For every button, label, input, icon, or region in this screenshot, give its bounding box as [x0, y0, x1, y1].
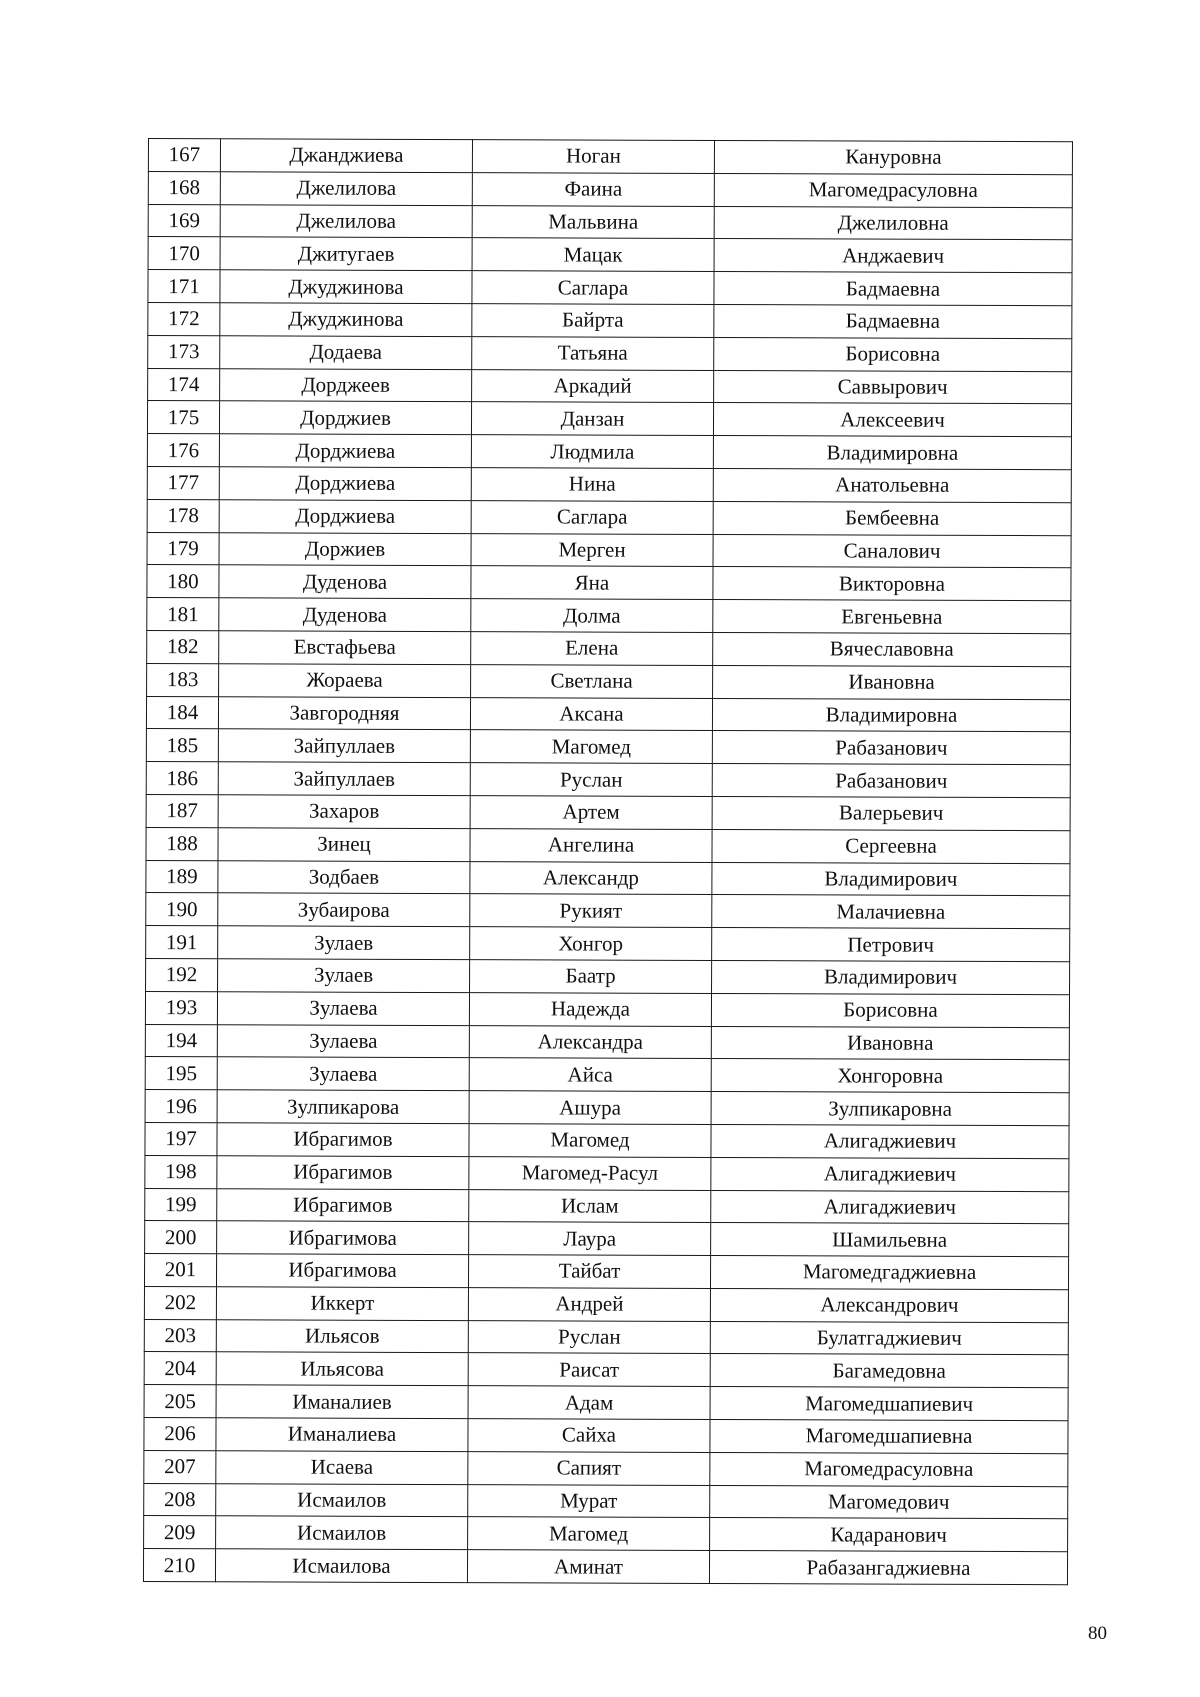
patronymic-cell: Рабазангаджиевна: [709, 1551, 1067, 1585]
last-name-cell: Ибрагимов: [217, 1188, 469, 1222]
table-row: [148, 171, 1072, 207]
first-name-cell: Магомед: [470, 730, 712, 764]
last-name-cell: Исмаилов: [216, 1483, 468, 1517]
patronymic-cell: Валерьевич: [712, 796, 1070, 830]
table-row: [144, 1450, 1068, 1486]
row-number-cell: 168: [148, 171, 220, 204]
row-number-cell: 176: [147, 434, 219, 467]
patronymic-cell: Саналович: [713, 534, 1071, 568]
table-row: [146, 696, 1070, 732]
table-row: [148, 270, 1072, 306]
patronymic-cell: Кануровна: [714, 140, 1072, 174]
patronymic-cell: Бадмаевна: [714, 272, 1072, 306]
table-row: [146, 762, 1070, 798]
table-row: [146, 794, 1070, 830]
first-name-cell: Саглара: [472, 271, 714, 305]
row-number-cell: 167: [148, 139, 220, 172]
row-number-cell: 202: [144, 1286, 216, 1319]
row-number-cell: 209: [144, 1516, 216, 1549]
last-name-cell: Ибрагимова: [216, 1254, 468, 1288]
last-name-cell: Завгородняя: [218, 696, 470, 730]
patronymic-cell: Анатольевна: [713, 468, 1071, 502]
names-table-body: [143, 139, 1072, 1585]
last-name-cell: Ильясова: [216, 1352, 468, 1386]
first-name-cell: Светлана: [471, 664, 713, 698]
patronymic-cell: Анджаевич: [714, 239, 1072, 273]
last-name-cell: Джелилова: [220, 204, 472, 238]
first-name-cell: Раисат: [468, 1353, 710, 1387]
last-name-cell: Ильясов: [216, 1319, 468, 1353]
first-name-cell: Артем: [470, 796, 712, 830]
row-number-cell: 196: [145, 1090, 217, 1123]
first-name-cell: Тайбат: [468, 1255, 710, 1289]
patronymic-cell: Владимировна: [712, 698, 1070, 732]
first-name-cell: Адам: [468, 1386, 710, 1420]
row-number-cell: 180: [147, 565, 219, 598]
first-name-cell: Фаина: [472, 172, 714, 206]
first-name-cell: Татьяна: [472, 336, 714, 370]
row-number-cell: 189: [146, 860, 218, 893]
patronymic-cell: Алигаджиевич: [711, 1157, 1069, 1191]
row-number-cell: 178: [147, 499, 219, 532]
row-number-cell: 194: [145, 1024, 217, 1057]
patronymic-cell: Викторовна: [713, 567, 1071, 601]
first-name-cell: Яна: [471, 566, 713, 600]
patronymic-cell: Магомедрасуловна: [710, 1452, 1068, 1486]
patronymic-cell: Саввырович: [714, 370, 1072, 404]
row-number-cell: 187: [146, 794, 218, 827]
patronymic-cell: Владимировна: [713, 436, 1071, 470]
table-row: [145, 1024, 1069, 1060]
table-row: [144, 1418, 1068, 1454]
last-name-cell: Зулаев: [218, 959, 470, 993]
table-row: [144, 1319, 1068, 1355]
last-name-cell: Иккерт: [216, 1287, 468, 1321]
row-number-cell: 170: [148, 237, 220, 270]
table-row: [145, 1221, 1069, 1257]
table-row: [148, 335, 1072, 371]
first-name-cell: Мацак: [472, 238, 714, 272]
table-row: [145, 1090, 1069, 1126]
row-number-cell: 204: [144, 1352, 216, 1385]
row-number-cell: 210: [143, 1549, 215, 1582]
first-name-cell: Надежда: [469, 992, 711, 1026]
first-name-cell: Александр: [470, 861, 712, 895]
patronymic-cell: Бадмаевна: [714, 304, 1072, 338]
first-name-cell: Ангелина: [470, 828, 712, 862]
row-number-cell: 207: [144, 1450, 216, 1483]
last-name-cell: Джелилова: [220, 172, 472, 206]
row-number-cell: 186: [146, 762, 218, 795]
patronymic-cell: Александрович: [710, 1288, 1068, 1322]
last-name-cell: Исаева: [216, 1451, 468, 1485]
last-name-cell: Дорджиева: [219, 434, 471, 468]
last-name-cell: Джуджинова: [220, 303, 472, 337]
table-row: [147, 434, 1071, 470]
patronymic-cell: Булатгаджиевич: [710, 1321, 1068, 1355]
table-row: [143, 1549, 1067, 1585]
last-name-cell: Зинец: [218, 827, 470, 861]
patronymic-cell: Кадаранович: [710, 1518, 1068, 1552]
table-row: [146, 893, 1070, 929]
names-table: [143, 138, 1073, 1585]
row-number-cell: 206: [144, 1418, 216, 1451]
patronymic-cell: Рабазанович: [712, 731, 1070, 765]
last-name-cell: Исмаилова: [215, 1549, 467, 1583]
last-name-cell: Зулаева: [217, 1057, 469, 1091]
patronymic-cell: Владимирович: [712, 862, 1070, 896]
table-row: [146, 860, 1070, 896]
first-name-cell: Людмила: [471, 435, 713, 469]
patronymic-cell: Сергеевна: [712, 829, 1070, 863]
first-name-cell: Магомед-Расул: [469, 1156, 711, 1190]
row-number-cell: 177: [147, 466, 219, 499]
row-number-cell: 195: [145, 1057, 217, 1090]
row-number-cell: 175: [147, 401, 219, 434]
table-row: [147, 630, 1071, 666]
patronymic-cell: Магомедшапиевич: [710, 1387, 1068, 1421]
patronymic-cell: Алигаджиевич: [711, 1124, 1069, 1158]
patronymic-cell: Хонгоровна: [711, 1059, 1069, 1093]
row-number-cell: 191: [146, 926, 218, 959]
table-row: [144, 1286, 1068, 1322]
first-name-cell: Аркадий: [472, 369, 714, 403]
last-name-cell: Зулаева: [217, 1024, 469, 1058]
table-row: [147, 532, 1071, 568]
patronymic-cell: Зулпикаровна: [711, 1092, 1069, 1126]
last-name-cell: Додаева: [220, 336, 472, 370]
last-name-cell: Доржиев: [219, 532, 471, 566]
patronymic-cell: Магомедович: [710, 1485, 1068, 1519]
patronymic-cell: Ивановна: [711, 1026, 1069, 1060]
last-name-cell: Зубаирова: [218, 893, 470, 927]
first-name-cell: Елена: [471, 632, 713, 666]
row-number-cell: 200: [145, 1221, 217, 1254]
patronymic-cell: Шамильевна: [711, 1223, 1069, 1257]
first-name-cell: Рукият: [470, 894, 712, 928]
table-row: [148, 237, 1072, 273]
table-row: [145, 991, 1069, 1027]
first-name-cell: Ашура: [469, 1091, 711, 1125]
table-row: [147, 466, 1071, 502]
patronymic-cell: Магомедшапиевна: [710, 1420, 1068, 1454]
last-name-cell: Дорджиева: [219, 500, 471, 534]
first-name-cell: Байрта: [472, 304, 714, 338]
first-name-cell: Аксана: [470, 697, 712, 731]
first-name-cell: Руслан: [470, 763, 712, 797]
first-name-cell: Долма: [471, 599, 713, 633]
patronymic-cell: Алигаджиевич: [711, 1190, 1069, 1224]
last-name-cell: Дорджиев: [219, 401, 471, 435]
row-number-cell: 169: [148, 204, 220, 237]
table-row: [145, 1188, 1069, 1224]
patronymic-cell: Борисовна: [711, 993, 1069, 1027]
first-name-cell: Сайха: [468, 1419, 710, 1453]
table-row: [145, 1122, 1069, 1158]
first-name-cell: Мурат: [468, 1484, 710, 1518]
table-row: [146, 827, 1070, 863]
patronymic-cell: Вячеславовна: [713, 632, 1071, 666]
first-name-cell: Данзан: [471, 402, 713, 436]
first-name-cell: Хонгор: [470, 927, 712, 961]
last-name-cell: Джитугаев: [220, 237, 472, 271]
table-row: [147, 565, 1071, 601]
table-row: [144, 1483, 1068, 1519]
row-number-cell: 188: [146, 827, 218, 860]
patronymic-cell: Малачиевна: [712, 895, 1070, 929]
first-name-cell: Баатр: [470, 960, 712, 994]
last-name-cell: Зайпуллаев: [218, 729, 470, 763]
row-number-cell: 205: [144, 1385, 216, 1418]
row-number-cell: 193: [145, 991, 217, 1024]
table-row: [148, 368, 1072, 404]
first-name-cell: Саглара: [471, 500, 713, 534]
patronymic-cell: Евгеньевна: [713, 600, 1071, 634]
last-name-cell: Ибрагимов: [217, 1123, 469, 1157]
last-name-cell: Дуденова: [219, 565, 471, 599]
row-number-cell: 192: [146, 958, 218, 991]
row-number-cell: 185: [146, 729, 218, 762]
row-number-cell: 197: [145, 1122, 217, 1155]
table-row: [147, 663, 1071, 699]
table-row: [148, 139, 1072, 175]
patronymic-cell: Ивановна: [713, 665, 1071, 699]
row-number-cell: 174: [148, 368, 220, 401]
row-number-cell: 183: [147, 663, 219, 696]
last-name-cell: Дорджиева: [219, 467, 471, 501]
row-number-cell: 201: [144, 1254, 216, 1287]
row-number-cell: 199: [145, 1188, 217, 1221]
last-name-cell: Евстафьева: [219, 631, 471, 665]
row-number-cell: 208: [144, 1483, 216, 1516]
row-number-cell: 182: [147, 630, 219, 663]
patronymic-cell: Петрович: [712, 928, 1070, 962]
row-number-cell: 198: [145, 1155, 217, 1188]
last-name-cell: Жораева: [219, 663, 471, 697]
first-name-cell: Мальвина: [472, 205, 714, 239]
table-row: [146, 729, 1070, 765]
first-name-cell: Ислам: [469, 1189, 711, 1223]
last-name-cell: Зулаев: [218, 926, 470, 960]
table-row: [148, 302, 1072, 338]
last-name-cell: Дуденова: [219, 598, 471, 632]
last-name-cell: Иманалиева: [216, 1418, 468, 1452]
first-name-cell: Сапият: [468, 1451, 710, 1485]
row-number-cell: 179: [147, 532, 219, 565]
last-name-cell: Исмаилов: [216, 1516, 468, 1550]
table-row: [147, 401, 1071, 437]
row-number-cell: 172: [148, 302, 220, 335]
page-number: 80: [1088, 1623, 1107, 1644]
table-row: [146, 926, 1070, 962]
table-row: [144, 1352, 1068, 1388]
last-name-cell: Джанджиева: [220, 139, 472, 173]
row-number-cell: 203: [144, 1319, 216, 1352]
table-row: [145, 1155, 1069, 1191]
first-name-cell: Магомед: [469, 1124, 711, 1158]
last-name-cell: Захаров: [218, 795, 470, 829]
first-name-cell: Ноган: [472, 140, 714, 174]
patronymic-cell: Багамедовна: [710, 1354, 1068, 1388]
row-number-cell: 190: [146, 893, 218, 926]
last-name-cell: Зулпикарова: [217, 1090, 469, 1124]
last-name-cell: Ибрагимова: [217, 1221, 469, 1255]
last-name-cell: Ибрагимов: [217, 1155, 469, 1189]
first-name-cell: Нина: [471, 468, 713, 502]
table-row: [146, 958, 1070, 994]
first-name-cell: Лаура: [469, 1222, 711, 1256]
table-row: [147, 499, 1071, 535]
first-name-cell: Руслан: [468, 1320, 710, 1354]
patronymic-cell: Джелиловна: [714, 206, 1072, 240]
row-number-cell: 171: [148, 270, 220, 303]
first-name-cell: Айса: [469, 1058, 711, 1092]
last-name-cell: Дорджеев: [220, 368, 472, 402]
row-number-cell: 184: [146, 696, 218, 729]
patronymic-cell: Борисовна: [714, 337, 1072, 371]
first-name-cell: Мерген: [471, 533, 713, 567]
patronymic-cell: Рабазанович: [712, 764, 1070, 798]
first-name-cell: Магомед: [468, 1517, 710, 1551]
last-name-cell: Джуджинова: [220, 270, 472, 304]
table-row: [144, 1516, 1068, 1552]
table-row: [147, 598, 1071, 634]
patronymic-cell: Магомедгаджиевна: [710, 1256, 1068, 1290]
row-number-cell: 173: [148, 335, 220, 368]
table-row: [145, 1057, 1069, 1093]
first-name-cell: Александра: [469, 1025, 711, 1059]
patronymic-cell: Владимирович: [712, 960, 1070, 994]
first-name-cell: Аминат: [467, 1550, 709, 1584]
patronymic-cell: Алексеевич: [713, 403, 1071, 437]
last-name-cell: Зодбаев: [218, 860, 470, 894]
table-row: [144, 1385, 1068, 1421]
last-name-cell: Зулаева: [217, 991, 469, 1025]
patronymic-cell: Бембеевна: [713, 501, 1071, 535]
table-row: [144, 1254, 1068, 1290]
patronymic-cell: Магомедрасуловна: [714, 173, 1072, 207]
first-name-cell: Андрей: [468, 1288, 710, 1322]
last-name-cell: Зайпуллаев: [218, 762, 470, 796]
last-name-cell: Иманалиев: [216, 1385, 468, 1419]
table-row: [148, 204, 1072, 240]
row-number-cell: 181: [147, 598, 219, 631]
